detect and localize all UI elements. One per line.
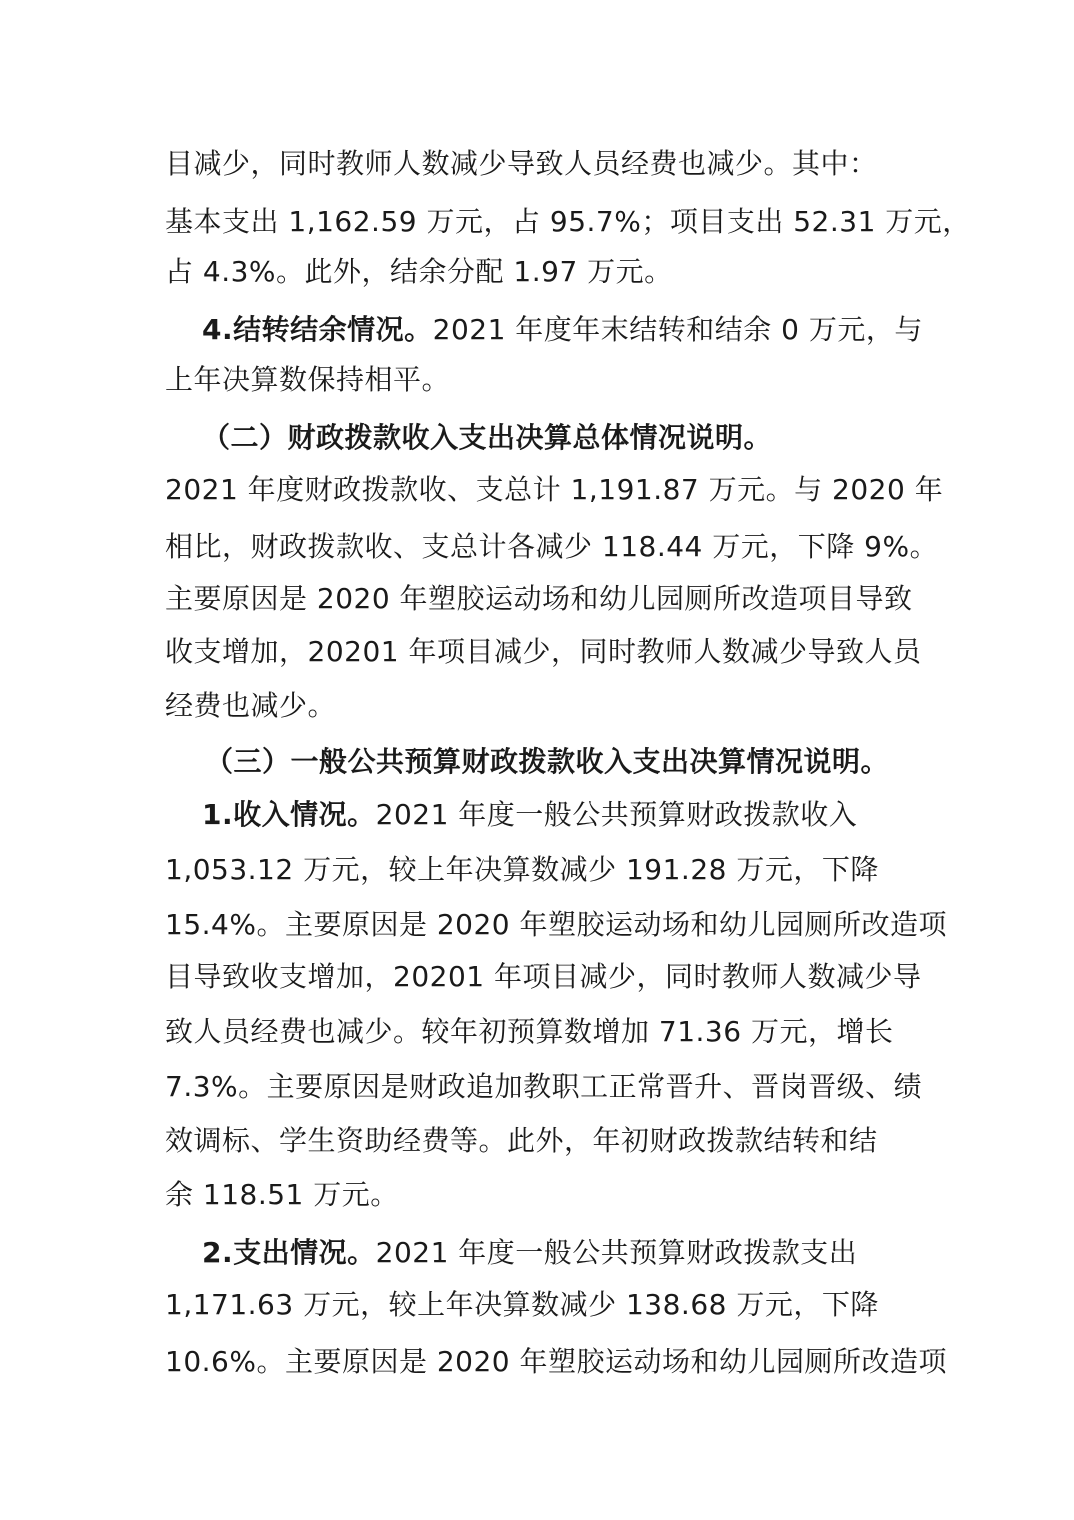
paragraph-text: 2021 年度一般公共预算财政拨款支出 [375, 1236, 858, 1269]
paragraph-line: 1,053.12 万元，较上年决算数减少 191.28 万元，下降 [165, 853, 879, 886]
section-heading: 1.收入情况。 [202, 798, 376, 831]
paragraph-line: 15.4%。主要原因是 2020 年塑胶运动场和幼儿园厕所改造项 [165, 908, 948, 941]
paragraph-line [202, 310, 923, 350]
paragraph-line: 2021 年度财政拨款收、支总计 1,191.87 万元。与 2020 年 [165, 473, 944, 506]
paragraph-line: 主要原因是 2020 年塑胶运动场和幼儿园厕所改造项目导致 [165, 582, 913, 615]
paragraph-line [202, 795, 857, 835]
paragraph-line [202, 1233, 857, 1273]
paragraph-line: 目导致收支增加，20201 年项目减少，同时教师人数减少导 [165, 960, 922, 993]
paragraph-line: 占 4.3%。此外，结余分配 1.97 万元。 [165, 255, 673, 288]
paragraph-line: 1,171.63 万元，较上年决算数减少 138.68 万元，下降 [165, 1288, 879, 1321]
section-heading: （二）财政拨款收入支出决算总体情况说明。 [202, 421, 773, 454]
paragraph-line: 经费也减少。 [165, 689, 337, 722]
paragraph-line: 基本支出 1,162.59 万元，占 95.7%；项目支出 52.31 万元， [165, 205, 971, 238]
paragraph-text: 2021 年度年末结转和结余 0 万元，与 [432, 313, 923, 346]
paragraph-line: 相比，财政拨款收、支总计各减少 118.44 万元，下降 9%。 [165, 530, 939, 563]
paragraph-line: 收支增加，20201 年项目减少，同时教师人数减少导致人员 [165, 635, 922, 668]
paragraph-line: 目减少，同时教师人数减少导致人员经费也减少。其中： [165, 147, 878, 180]
section-heading: 2.支出情况。 [202, 1236, 376, 1269]
paragraph-line: 7.3%。主要原因是财政追加教职工正常晋升、晋岗晋级、绩 [165, 1070, 923, 1103]
paragraph-line: 余 118.51 万元。 [165, 1178, 399, 1211]
paragraph-line: 上年决算数保持相平。 [165, 363, 451, 396]
section-heading: 4.结转结余情况。 [202, 313, 433, 346]
paragraph-text: 2021 年度一般公共预算财政拨款收入 [375, 798, 858, 831]
paragraph-line: 效调标、学生资助经费等。此外，年初财政拨款结转和结 [165, 1124, 878, 1157]
paragraph-line: 致人员经费也减少。较年初预算数增加 71.36 万元，增长 [165, 1015, 894, 1048]
section-heading: （三）一般公共预算财政拨款收入支出决算情况说明。 [205, 745, 890, 778]
paragraph-line: 10.6%。主要原因是 2020 年塑胶运动场和幼儿园厕所改造项 [165, 1345, 948, 1378]
